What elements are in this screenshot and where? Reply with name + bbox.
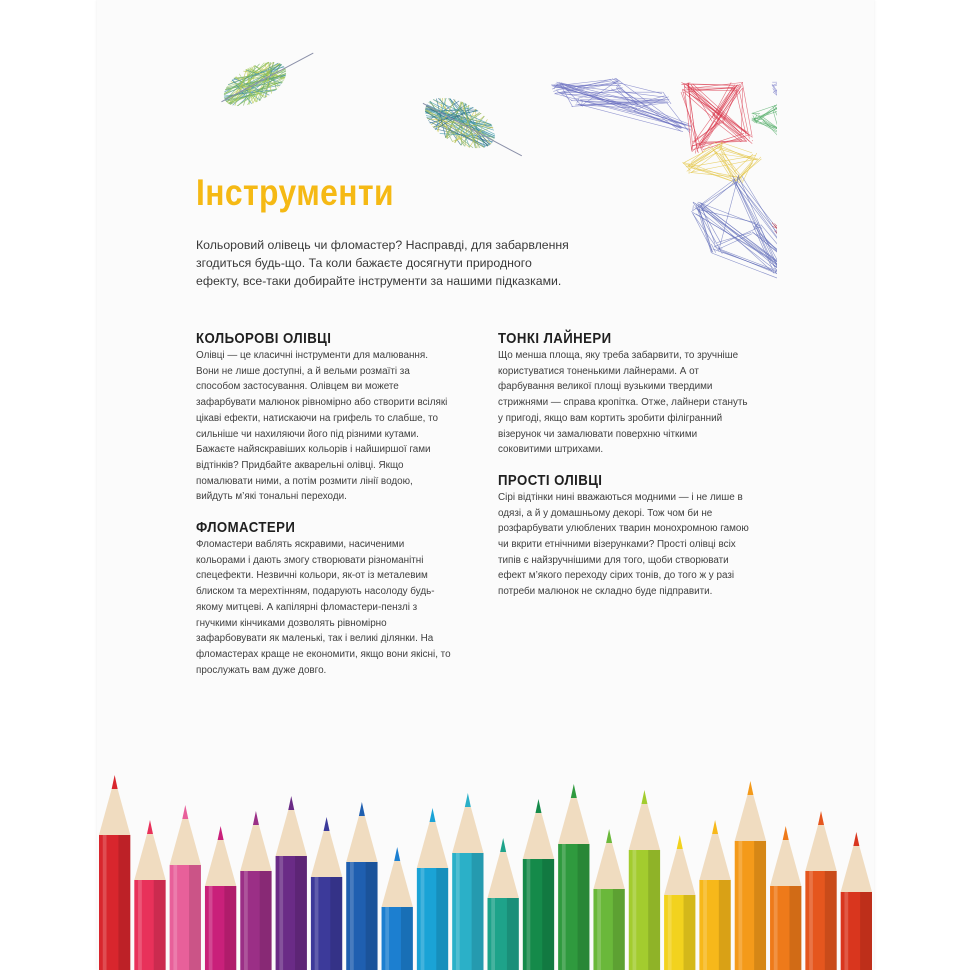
pencil <box>664 835 695 970</box>
pencil <box>134 820 165 970</box>
section-heading-color-pencils: КОЛЬОРОВІ ОЛІВЦІ <box>196 330 332 347</box>
section-heading-fine-liners: ТОНКІ ЛАЙНЕРИ <box>498 330 612 347</box>
pencil <box>346 802 377 970</box>
section-text-graphite-pencils: Сірі відтінки нині вважаються модними — і не лише в одязі, а й у домашньому декорі. Тож чом би не розфарбувати улюблених тварин монохромною гамою чи вкрити етнічними візерунками? Прості олівці всіх типів є найзручнішими для того, щоби створювати ефект м’якого переходу сірих тонів, до того ж у разі потреби малюнок не складно буде підправити. <box>498 491 749 598</box>
pencil <box>558 784 589 970</box>
book-page <box>97 0 874 970</box>
section-text-markers: Фломастери ваблять яскравими, насиченими кольорами і дають змогу створювати різноманітні спецефекти. Незвичні кольори, як-от із металевим блиском та мерехтінням, подарують насолоду будь-якому митцеві. А капілярні фломастери-пензлі з гнучкими кінчиками дозволять рівномірно зафарбовувати як маленькі, так і великі ділянки. На фломастерах краще не економити, якщо вони якісні, то прослужать вам дуже довго. <box>196 539 451 676</box>
intro-paragraph: Кольоровий олівець чи фломастер? Насправді, для забарвлення згодиться будь-що. Та коли бажаєте досягнути природного ефекту, все-таки добирайте інструменти за нашими підказками. <box>196 238 569 288</box>
pencil <box>770 826 801 970</box>
pencil <box>805 811 836 970</box>
section-text-color-pencils: Олівці — це класичні інструменти для малювання. Вони не лише доступні, а й вельми розмаїті за способом застосування. Олівцем ви можете зафарбувати малюнок рівномірно або створити всілякі цікаві ефекти, натискаючи на грифель то слабше, то сильніше чи нахиляючи його під різними кутами. Бажаєте найяскравіших кольорів і найширшої гами відтінків? Придбайте акварельні олівці. Якщо помалювати ними, а потім розмити лінії водою, вийдуть м’які тональні переходи. <box>196 350 448 503</box>
pencil <box>841 832 872 970</box>
pencil <box>417 808 448 970</box>
pencil <box>276 796 307 970</box>
pencil <box>382 847 413 970</box>
section-fine-liners <box>498 330 753 458</box>
pencil <box>629 790 660 970</box>
section-graphite-pencils <box>498 472 753 600</box>
pencil <box>99 775 130 970</box>
section-heading-graphite-pencils: ПРОСТІ ОЛІВЦІ <box>498 471 603 489</box>
bird-illustration <box>551 36 777 294</box>
section-heading-markers: ФЛОМАСТЕРИ <box>196 519 296 537</box>
pencil <box>699 820 730 970</box>
right-column <box>498 330 753 600</box>
colored-pencils-illustration <box>97 770 874 970</box>
page-title: Інструменти <box>196 172 394 213</box>
pencil <box>523 799 554 970</box>
feather-right-illustration <box>414 86 532 174</box>
pencil <box>452 793 483 970</box>
section-color-pencils <box>196 330 451 505</box>
pencil <box>170 805 201 970</box>
left-column <box>196 330 451 678</box>
pencil <box>311 817 342 970</box>
pencil <box>205 826 236 970</box>
pencil <box>488 838 519 970</box>
section-text-fine-liners: Що менша площа, яку треба забарвити, то зручніше користуватися тоненькими лайнерами. А от фарбування великої площі вузькими твердими стрижнями — справа кропітка. Отже, лайнери стануть у пригоді, якщо вам кортить зробити філігранний візерунок чи замалювати поверхню чіткими соковитими штрихами. <box>498 350 748 456</box>
pencil <box>593 829 624 970</box>
pencil <box>735 781 766 970</box>
pencil <box>240 811 271 970</box>
feather-left-illustration <box>217 38 321 117</box>
section-markers <box>196 519 451 678</box>
